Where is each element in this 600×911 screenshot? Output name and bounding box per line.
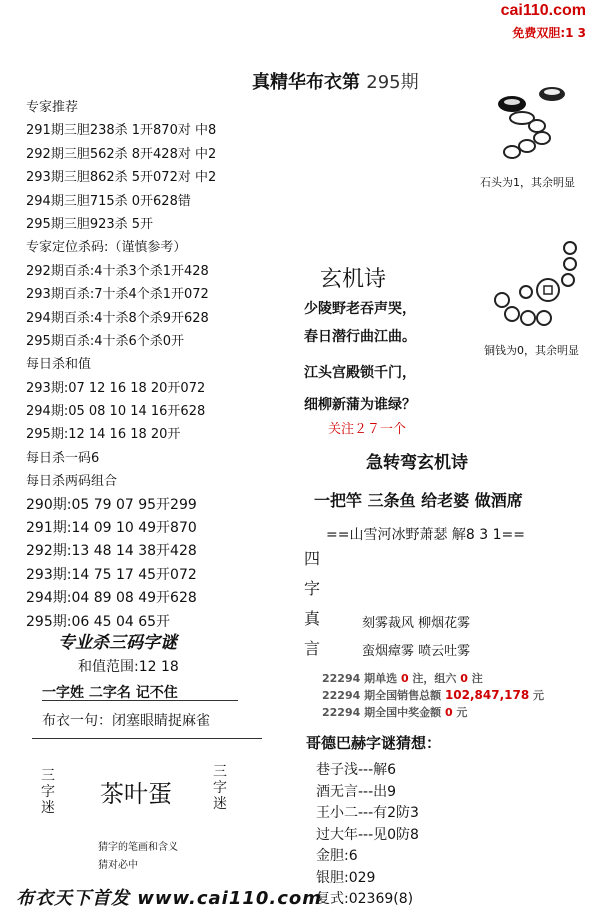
poem-line: 少陵野老吞声哭， <box>304 301 416 317</box>
list-item: 294期三胆715杀 0开628错 <box>26 193 191 209</box>
tea-word: 茶叶蛋 <box>100 780 172 808</box>
lottery-line <box>322 704 467 720</box>
list-item: 293期三胆862杀 5开072对 中2 <box>26 170 217 186</box>
lottery-value: 0 <box>460 672 468 685</box>
free-double: 免费双胆:1 3 <box>512 26 586 40</box>
divider <box>32 738 262 739</box>
list-item: 294期百杀:4十杀8个杀9开628 <box>26 310 209 326</box>
godel-title: 哥德巴赫字谜猜想： <box>306 734 442 752</box>
lottery-line <box>322 687 544 703</box>
list-item: 295期三胆923杀 5开 <box>26 216 154 232</box>
footer-text: 布衣天下首发 www.cai110.com <box>16 888 323 909</box>
list-item: 293期:14 75 17 45开072 <box>26 566 197 583</box>
list-item: 295期:06 45 04 65开 <box>26 613 171 630</box>
divider <box>42 700 238 701</box>
special-title: 专业杀三码字谜 <box>58 633 177 653</box>
list-item: 专家定位杀码:（谨慎参考） <box>26 240 187 256</box>
list-item: 专家推荐 <box>26 100 79 115</box>
lottery-value: 102,847,178 <box>444 688 530 702</box>
stone-caption: 石头为1，其余明显 <box>480 176 575 189</box>
hezhi-range: 和值范围:12 18 <box>78 659 179 675</box>
list-item: 每日杀和值 <box>26 357 92 373</box>
sizi-words: 蛮烟瘴雾 喷云吐雾 <box>362 644 471 659</box>
lottery-label: 元 <box>452 706 468 719</box>
poem-title: 玄机诗 <box>320 267 387 292</box>
title-issue: 295期 <box>366 72 419 93</box>
buyi-sentence: 布衣一句：闭塞眼睛捉麻雀 <box>42 713 210 729</box>
jizhuan-phrase: 一把竿 三条鱼 给老婆 做酒席 <box>314 491 523 510</box>
title-text: 真精华布衣第 <box>252 72 360 93</box>
list-item: 过大年---见0防8 <box>316 826 419 843</box>
tea-right-label: 三字迷 <box>213 764 227 812</box>
list-item: 291期三胆238杀 1开870对 中8 <box>26 123 217 139</box>
list-item: 292期:13 48 14 38开428 <box>26 543 197 560</box>
coin-icon <box>488 238 588 338</box>
list-item: 每日杀两码组合 <box>26 474 118 490</box>
list-item: 复式:02369(8) <box>316 891 414 907</box>
lottery-label: 注 <box>467 672 483 685</box>
coin-caption: 铜钱为0，其余明显 <box>484 344 579 357</box>
list-item: 酒无言---出9 <box>316 783 397 800</box>
list-item: 292期百杀:4十杀3个杀1开428 <box>26 263 209 279</box>
list-item: 295期:12 14 16 18 20开 <box>26 427 181 443</box>
godel-list <box>316 760 419 911</box>
follow-note: 关注２７一个 <box>328 422 407 437</box>
list-item: 293期百杀:7十杀4个杀1开072 <box>26 287 209 303</box>
jizhuan-title: 急转弯玄机诗 <box>366 453 468 473</box>
tea-hint: 猜字的笔画和含义 <box>98 842 178 853</box>
list-item: 291期:14 09 10 49开870 <box>26 520 197 537</box>
left-list <box>26 96 216 634</box>
site-logo: cai110.com <box>500 2 586 19</box>
list-item: 银胆:029 <box>316 869 376 886</box>
list-item: 294期:04 89 08 49开628 <box>26 590 197 607</box>
lottery-label: 元 <box>529 689 545 702</box>
list-item: 293期:07 12 16 18 20开072 <box>26 380 206 396</box>
list-item: 295期百杀:4十杀6个杀0开 <box>26 333 185 349</box>
sizi-words: 刻雾裁风 柳烟花雾 <box>362 616 471 631</box>
tea-hint: 猜对必中 <box>98 860 138 871</box>
sizi-label: 四字真言 <box>304 549 321 658</box>
list-item: 王小二---有2防3 <box>316 805 419 821</box>
jizhuan-eq: ==山雪河冰野萧瑟 解8 3 1== <box>326 527 525 543</box>
list-item: 292期三胆562杀 8开428对 中2 <box>26 146 217 162</box>
lottery-label: 22294 期单选 <box>322 672 401 685</box>
list-item: 每日杀一码6 <box>26 450 100 466</box>
riddle-row: 一字姓 二字名 记不住 <box>42 685 178 701</box>
lottery-value: 0 <box>444 706 453 719</box>
poem-line: 江头宫殿锁千门， <box>304 365 416 381</box>
lottery-line <box>322 670 483 686</box>
list-item: 294期:05 08 10 14 16开628 <box>26 404 206 420</box>
list-item: 290期:05 79 07 95开299 <box>26 496 197 513</box>
list-item: 巷子浅---解6 <box>316 762 397 778</box>
poem-line: 细柳新蒲为谁绿？ <box>304 397 416 413</box>
stone-icon <box>482 82 582 172</box>
lottery-value: 0 <box>400 672 409 685</box>
tea-left-label: 三字迷 <box>41 768 55 816</box>
list-item: 金胆:6 <box>316 848 358 864</box>
lottery-label: 22294 期全国中奖金额 <box>322 706 445 719</box>
poem-line: 春日潜行曲江曲。 <box>304 329 416 345</box>
lottery-label: 22294 期全国销售总额 <box>322 689 445 702</box>
lottery-label: 注，组六 <box>408 672 461 685</box>
page-title <box>252 68 419 94</box>
